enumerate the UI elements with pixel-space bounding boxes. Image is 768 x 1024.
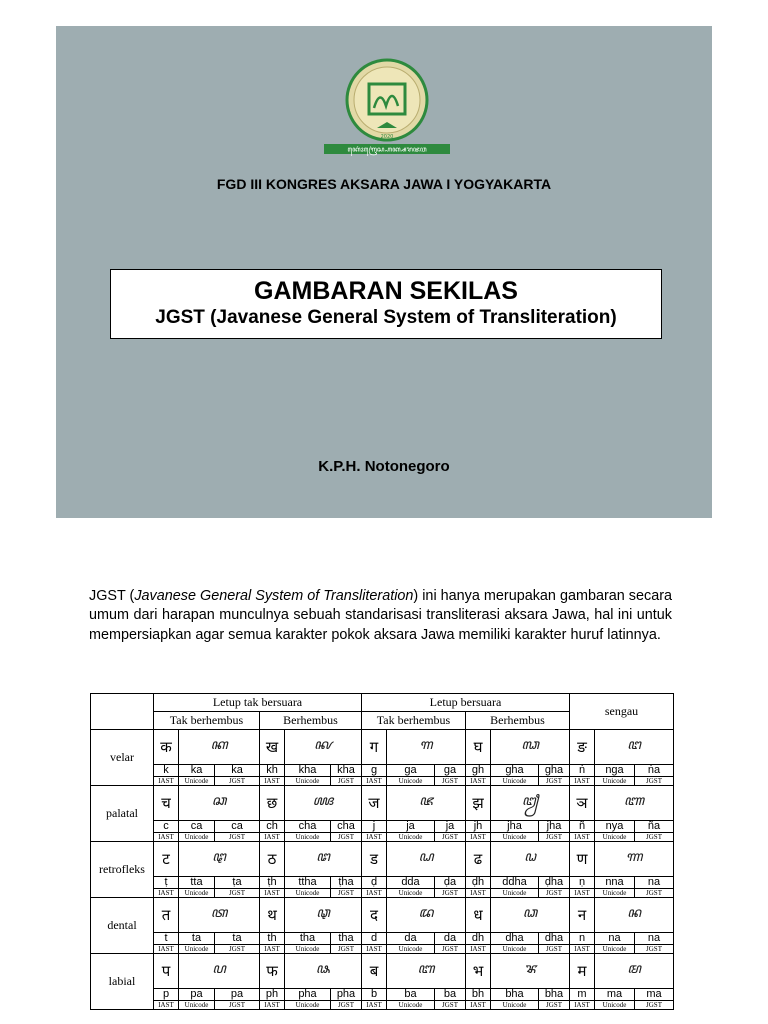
latin-jgst: ca [215, 821, 260, 833]
latin-unicode: nga [595, 765, 635, 777]
latin-unicode: ttha [285, 877, 331, 889]
tag-unicode: Unicode [595, 777, 635, 786]
devanagari-glyph: ज [362, 786, 387, 821]
devanagari-glyph: च [154, 786, 179, 821]
javanese-glyph: ꦞ [491, 842, 570, 877]
latin-jgst: ba [435, 989, 466, 1001]
latin-iast: ch [260, 821, 285, 833]
javanese-glyph: ꦔ [595, 730, 674, 765]
tag-jgst: JGST [215, 945, 260, 954]
javanese-glyph: ꦚ [595, 786, 674, 821]
latin-unicode: da [387, 933, 435, 945]
latin-iast: dh [466, 933, 491, 945]
latin-jgst: ḍa [435, 877, 466, 889]
table-row-latin [91, 821, 674, 833]
place-of-articulation: palatal [91, 786, 154, 842]
latin-iast: kh [260, 765, 285, 777]
devanagari-glyph: थ [260, 898, 285, 933]
tag-unicode: Unicode [595, 945, 635, 954]
tag-unicode: Unicode [595, 833, 635, 842]
tag-jgst: JGST [539, 889, 570, 898]
latin-iast: c [154, 821, 179, 833]
latin-iast: p [154, 989, 179, 1001]
javanese-glyph: ꦖ [285, 786, 362, 821]
latin-iast: b [362, 989, 387, 1001]
devanagari-glyph: घ [466, 730, 491, 765]
devanagari-glyph: फ [260, 954, 285, 989]
latin-jgst: tha [331, 933, 362, 945]
latin-unicode: pha [285, 989, 331, 1001]
tag-iast: IAST [154, 889, 179, 898]
latin-unicode: pa [179, 989, 215, 1001]
latin-jgst: da [435, 933, 466, 945]
table-row [91, 842, 674, 877]
latin-iast: ṭ [154, 877, 179, 889]
tag-unicode: Unicode [179, 1001, 215, 1010]
latin-jgst: ma [635, 989, 674, 1001]
devanagari-glyph: झ [466, 786, 491, 821]
latin-iast: ph [260, 989, 285, 1001]
latin-unicode: tha [285, 933, 331, 945]
javanese-glyph: ꦠ [179, 898, 260, 933]
tag-jgst: JGST [539, 1001, 570, 1010]
tag-iast: IAST [260, 1001, 285, 1010]
tag-iast: IAST [260, 889, 285, 898]
latin-unicode: ca [179, 821, 215, 833]
table-row-tags [91, 889, 674, 898]
tag-unicode: Unicode [491, 777, 539, 786]
tag-jgst: JGST [435, 889, 466, 898]
tag-jgst: JGST [539, 945, 570, 954]
devanagari-glyph: क [154, 730, 179, 765]
javanese-glyph: ꦣ [491, 898, 570, 933]
latin-iast: ṭh [260, 877, 285, 889]
devanagari-glyph: भ [466, 954, 491, 989]
tag-jgst: JGST [215, 1001, 260, 1010]
kongres-aksara-jawa-logo [322, 58, 452, 156]
transliteration-table [90, 693, 674, 1010]
tag-unicode: Unicode [491, 833, 539, 842]
latin-jgst: kha [331, 765, 362, 777]
tag-iast: IAST [466, 833, 491, 842]
tag-iast: IAST [154, 1001, 179, 1010]
latin-iast: j [362, 821, 387, 833]
tag-iast: IAST [362, 1001, 387, 1010]
place-of-articulation: retrofleks [91, 842, 154, 898]
slide-subtitle: JGST (Javanese General System of Transliteration) [155, 307, 617, 328]
javanese-glyph: ꦗ [387, 786, 466, 821]
tag-unicode: Unicode [387, 833, 435, 842]
latin-unicode: bha [491, 989, 539, 1001]
title-box [110, 269, 662, 339]
latin-jgst: bha [539, 989, 570, 1001]
logo-year: 2020 [380, 134, 394, 140]
devanagari-glyph: न [570, 898, 595, 933]
latin-unicode: ma [595, 989, 635, 1001]
devanagari-glyph: ड [362, 842, 387, 877]
latin-jgst: ṭha [331, 877, 362, 889]
header-aspirated: Berhembus [466, 712, 570, 730]
devanagari-glyph: ङ [570, 730, 595, 765]
javanese-glyph: ꦛ [179, 842, 260, 877]
devanagari-glyph: ट [154, 842, 179, 877]
latin-jgst: cha [331, 821, 362, 833]
javanese-glyph: ꦏ [179, 730, 260, 765]
devanagari-glyph: ख [260, 730, 285, 765]
latin-unicode: ba [387, 989, 435, 1001]
latin-jgst: dha [539, 933, 570, 945]
latin-jgst: ña [635, 821, 674, 833]
latin-jgst: gha [539, 765, 570, 777]
tag-unicode: Unicode [285, 889, 331, 898]
intro-paragraph [89, 587, 672, 645]
tag-iast: IAST [570, 777, 595, 786]
javanese-glyph: ꦦ [285, 954, 362, 989]
latin-iast: d [362, 933, 387, 945]
devanagari-glyph: प [154, 954, 179, 989]
latin-jgst: ja [435, 821, 466, 833]
devanagari-glyph: त [154, 898, 179, 933]
latin-jgst: ta [215, 933, 260, 945]
latin-unicode: jha [491, 821, 539, 833]
tag-unicode: Unicode [179, 833, 215, 842]
latin-unicode: nna [595, 877, 635, 889]
javanese-glyph: ꦧ [387, 954, 466, 989]
tag-iast: IAST [154, 777, 179, 786]
latin-jgst: ṭa [215, 877, 260, 889]
table-row [91, 954, 674, 989]
tag-iast: IAST [260, 777, 285, 786]
tag-jgst: JGST [635, 889, 674, 898]
latin-iast: ñ [570, 821, 595, 833]
tag-jgst: JGST [215, 889, 260, 898]
tag-jgst: JGST [331, 833, 362, 842]
latin-iast: n [570, 933, 595, 945]
latin-jgst: pa [215, 989, 260, 1001]
header-unvoiced: Letup tak bersuara [154, 694, 362, 712]
tag-iast: IAST [466, 945, 491, 954]
tag-iast: IAST [570, 1001, 595, 1010]
tag-jgst: JGST [331, 945, 362, 954]
javanese-glyph: ꦜ [285, 842, 362, 877]
tag-jgst: JGST [435, 1001, 466, 1010]
tag-iast: IAST [466, 1001, 491, 1010]
tag-iast: IAST [260, 833, 285, 842]
latin-unicode: dda [387, 877, 435, 889]
tag-iast: IAST [154, 945, 179, 954]
tag-iast: IAST [570, 889, 595, 898]
tag-unicode: Unicode [285, 1001, 331, 1010]
devanagari-glyph: ठ [260, 842, 285, 877]
table-row-latin [91, 933, 674, 945]
latin-unicode: ga [387, 765, 435, 777]
congress-heading: FGD III KONGRES AKSARA JAWA I YOGYAKARTA [216, 176, 552, 192]
javanese-glyph: ꦝ [387, 842, 466, 877]
tag-unicode: Unicode [595, 889, 635, 898]
latin-jgst: ga [435, 765, 466, 777]
tag-unicode: Unicode [491, 945, 539, 954]
table-row-tags [91, 945, 674, 954]
tag-jgst: JGST [331, 777, 362, 786]
latin-unicode: gha [491, 765, 539, 777]
devanagari-glyph: ब [362, 954, 387, 989]
table-row-tags [91, 777, 674, 786]
header-aspirated: Berhembus [260, 712, 362, 730]
table-row-tags [91, 1001, 674, 1010]
tag-jgst: JGST [635, 777, 674, 786]
latin-iast: k [154, 765, 179, 777]
tag-jgst: JGST [215, 777, 260, 786]
latin-unicode: nya [595, 821, 635, 833]
tag-unicode: Unicode [387, 1001, 435, 1010]
tag-jgst: JGST [331, 1001, 362, 1010]
table-row-latin [91, 765, 674, 777]
devanagari-glyph: म [570, 954, 595, 989]
javanese-glyph: ꦟ [595, 842, 674, 877]
slide-title: GAMBARAN SEKILAS [254, 277, 518, 305]
javanese-glyph: ꦑ [285, 730, 362, 765]
tag-jgst: JGST [435, 945, 466, 954]
tag-iast: IAST [362, 777, 387, 786]
latin-jgst: ṅa [635, 765, 674, 777]
latin-unicode: ddha [491, 877, 539, 889]
latin-unicode: tta [179, 877, 215, 889]
table-row-tags [91, 833, 674, 842]
logo-banner-text: ꦏꦺꦴꦁꦒꦿꦺꦱ꧀ꦲꦏ꧀ꦱꦫꦗꦮ [347, 145, 427, 154]
tag-jgst: JGST [331, 889, 362, 898]
header-nasal: sengau [570, 694, 674, 730]
tag-unicode: Unicode [595, 1001, 635, 1010]
header-unaspirated: Tak berhembus [154, 712, 260, 730]
latin-iast: ṅ [570, 765, 595, 777]
javanese-glyph: ꦕ [179, 786, 260, 821]
tag-jgst: JGST [635, 1001, 674, 1010]
tag-unicode: Unicode [179, 777, 215, 786]
javanese-glyph: ꦥ [179, 954, 260, 989]
author-name: K.P.H. Notonegoro [318, 458, 450, 475]
place-of-articulation: dental [91, 898, 154, 954]
latin-iast: gh [466, 765, 491, 777]
header-voiced: Letup bersuara [362, 694, 570, 712]
table-row-latin [91, 989, 674, 1001]
javanese-glyph: ꦢ [387, 898, 466, 933]
latin-iast: ṇ [570, 877, 595, 889]
devanagari-glyph: ध [466, 898, 491, 933]
latin-unicode: dha [491, 933, 539, 945]
place-of-articulation: labial [91, 954, 154, 1010]
tag-unicode: Unicode [387, 889, 435, 898]
tag-jgst: JGST [539, 833, 570, 842]
latin-iast: g [362, 765, 387, 777]
latin-unicode: na [595, 933, 635, 945]
header-unaspirated: Tak berhembus [362, 712, 466, 730]
javanese-glyph: ꦨ [491, 954, 570, 989]
devanagari-glyph: छ [260, 786, 285, 821]
javanese-glyph: ꦓ [491, 730, 570, 765]
latin-jgst: na [635, 933, 674, 945]
tag-unicode: Unicode [491, 889, 539, 898]
tag-unicode: Unicode [179, 889, 215, 898]
tag-unicode: Unicode [387, 945, 435, 954]
tag-unicode: Unicode [491, 1001, 539, 1010]
latin-iast: ḍ [362, 877, 387, 889]
tag-iast: IAST [466, 889, 491, 898]
devanagari-glyph: ण [570, 842, 595, 877]
latin-iast: m [570, 989, 595, 1001]
latin-unicode: cha [285, 821, 331, 833]
javanese-glyph: ꦡ [285, 898, 362, 933]
tag-unicode: Unicode [179, 945, 215, 954]
intro-prefix: JGST ( [89, 588, 135, 604]
tag-unicode: Unicode [387, 777, 435, 786]
javanese-glyph: ꦩ [595, 954, 674, 989]
tag-iast: IAST [570, 833, 595, 842]
devanagari-glyph: ग [362, 730, 387, 765]
transliteration-table-wrapper [90, 693, 674, 1010]
tag-jgst: JGST [435, 833, 466, 842]
tag-jgst: JGST [635, 833, 674, 842]
tag-iast: IAST [362, 889, 387, 898]
place-of-articulation: velar [91, 730, 154, 786]
tag-unicode: Unicode [285, 833, 331, 842]
tag-unicode: Unicode [285, 777, 331, 786]
tag-jgst: JGST [215, 833, 260, 842]
latin-jgst: na [635, 877, 674, 889]
table-row [91, 898, 674, 933]
latin-iast: th [260, 933, 285, 945]
latin-iast: bh [466, 989, 491, 1001]
latin-jgst: jha [539, 821, 570, 833]
tag-unicode: Unicode [285, 945, 331, 954]
tag-jgst: JGST [539, 777, 570, 786]
latin-unicode: ja [387, 821, 435, 833]
devanagari-glyph: ढ [466, 842, 491, 877]
table-row [91, 786, 674, 821]
latin-iast: jh [466, 821, 491, 833]
latin-iast: t [154, 933, 179, 945]
tag-iast: IAST [466, 777, 491, 786]
latin-unicode: ta [179, 933, 215, 945]
javanese-glyph: ꦒ [387, 730, 466, 765]
tag-iast: IAST [570, 945, 595, 954]
table-row [91, 730, 674, 765]
latin-unicode: ka [179, 765, 215, 777]
tag-iast: IAST [362, 945, 387, 954]
devanagari-glyph: ञ [570, 786, 595, 821]
table-row-latin [91, 877, 674, 889]
tag-iast: IAST [260, 945, 285, 954]
intro-italic: Javanese General System of Transliteration [134, 588, 414, 604]
tag-iast: IAST [154, 833, 179, 842]
intro-suffix: ) ini hanya merupakan gambaran secara umum dari harapan munculnya sebuah standarisasi transliterasi aksara Jawa, hal ini untuk mempersiapkan agar semua karakter pokok aksara Jawa memiliki karakter huruf latinnya. [89, 588, 672, 643]
latin-jgst: ka [215, 765, 260, 777]
tag-jgst: JGST [635, 945, 674, 954]
tag-jgst: JGST [435, 777, 466, 786]
javanese-glyph: ꦤ [595, 898, 674, 933]
tag-iast: IAST [362, 833, 387, 842]
latin-unicode: kha [285, 765, 331, 777]
title-slide [56, 26, 712, 518]
devanagari-glyph: द [362, 898, 387, 933]
latin-iast: ḍh [466, 877, 491, 889]
place-header-cell [91, 694, 154, 730]
javanese-glyph: ꦙ [491, 786, 570, 821]
latin-jgst: pha [331, 989, 362, 1001]
latin-jgst: ḍha [539, 877, 570, 889]
